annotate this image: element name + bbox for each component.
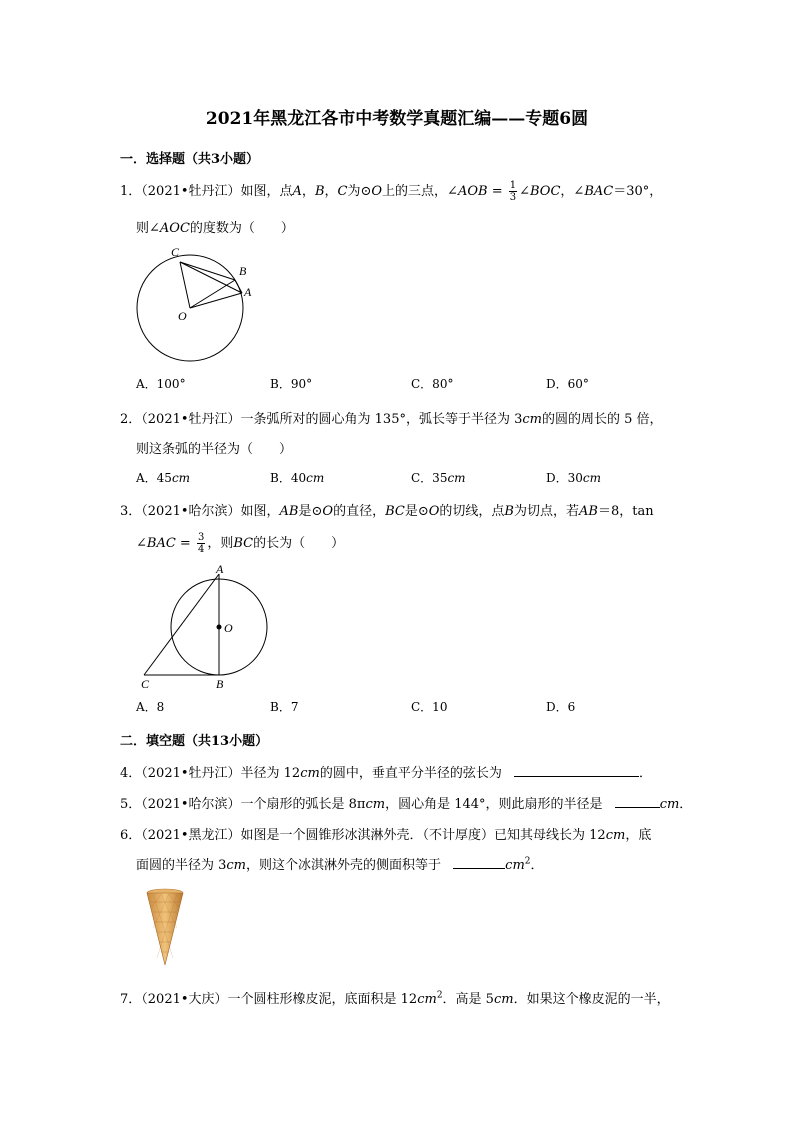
figure-circle-tangent — [136, 562, 276, 692]
q1-option-c[interactable]: C．80° — [411, 377, 454, 391]
page-title: 2021年黑龙江各市中考数学真题汇编——专题6圆 — [205, 109, 589, 129]
question-2-line-2: 则这条弧的半径为（ ） — [136, 442, 293, 457]
fig3-label-o: O — [224, 621, 233, 635]
fig1-label-o: O — [178, 309, 187, 323]
fig1-label-c: C — [171, 245, 180, 259]
fig3-label-b: B — [216, 677, 224, 691]
q2-option-d[interactable]: D．30cm — [546, 471, 602, 485]
section-heading-fill: 二．填空题（共13小题） — [120, 734, 269, 749]
fraction-one-third: $\frac{1}{3}$ — [509, 180, 517, 203]
section-heading-choice: 一．选择题（共3小题） — [120, 152, 260, 167]
answer-blank-4[interactable] — [514, 764, 639, 777]
question-7: 7．（2021•大庆）一个圆柱形橡皮泥，底面积是 $12cm^2$．高是 5cm．如果这个橡皮泥的一半， — [120, 990, 670, 1007]
fig1-label-a: A — [244, 285, 252, 299]
question-6-line-1: 6．（2021•黑龙江）如图是一个圆锥形冰淇淋外壳．（不计厚度）已知其母线长为 12cm，底 — [120, 828, 652, 843]
q2-option-a[interactable]: A．45cm — [136, 471, 191, 485]
fig3-label-a: A — [216, 562, 224, 576]
question-5: 5．（2021•哈尔滨）一个扇形的弧长是 8πcm，圆心角是 144°，则此扇形的半径是 cm． — [120, 797, 693, 812]
figure-circle-abc — [130, 240, 270, 370]
fraction-three-quarters: $\frac{3}{4}$ — [197, 532, 205, 555]
fig1-label-b: B — [239, 264, 247, 278]
question-3-line-2: ∠BAC = $\frac{3}{4}$ ，则BC的长为（ ） — [136, 532, 345, 555]
ice-cream-cone-image — [145, 888, 185, 968]
q3-option-a[interactable]: A．8 — [136, 700, 165, 714]
question-1-line-1: 1．（2021•牡丹江）如图，点A，B，C为⊙O上的三点，∠AOB = $\frac{1}{3}$ ∠BOC，∠BAC＝30°， — [120, 180, 663, 203]
question-1-line-2: 则∠AOC的度数为（ ） — [136, 221, 294, 236]
answer-blank-5[interactable] — [615, 795, 660, 808]
q2-option-b[interactable]: B．40cm — [270, 471, 325, 485]
q3-option-c[interactable]: C．10 — [411, 700, 448, 714]
question-2-line-1: 2．（2021•牡丹江）一条弧所对的圆心角为 135°，弧长等于半径为 3cm的圆的周长的 5 倍， — [120, 412, 663, 427]
question-3-line-1: 3．（2021•哈尔滨）如图，AB是⊙O的直径，BC是⊙O的切线，点B为切点，若AB＝8，tan — [120, 504, 654, 519]
question-6-line-2: 面圆的半径为 3cm，则这个冰淇淋外壳的侧面积等于 $cm^2$． — [136, 856, 544, 873]
q1-option-a[interactable]: A．100° — [136, 377, 186, 391]
q1-option-d[interactable]: D．60° — [546, 377, 589, 391]
question-4: 4．（2021•牡丹江）半径为 12cm的圆中，垂直平分半径的弦长为 ． — [120, 766, 652, 781]
q2-option-c[interactable]: C．35cm — [411, 471, 466, 485]
q3-option-b[interactable]: B．7 — [270, 700, 299, 714]
q3-option-d[interactable]: D．6 — [546, 700, 576, 714]
answer-blank-6[interactable] — [453, 856, 505, 869]
fig3-label-c: C — [141, 677, 150, 691]
q1-option-b[interactable]: B．90° — [270, 377, 313, 391]
